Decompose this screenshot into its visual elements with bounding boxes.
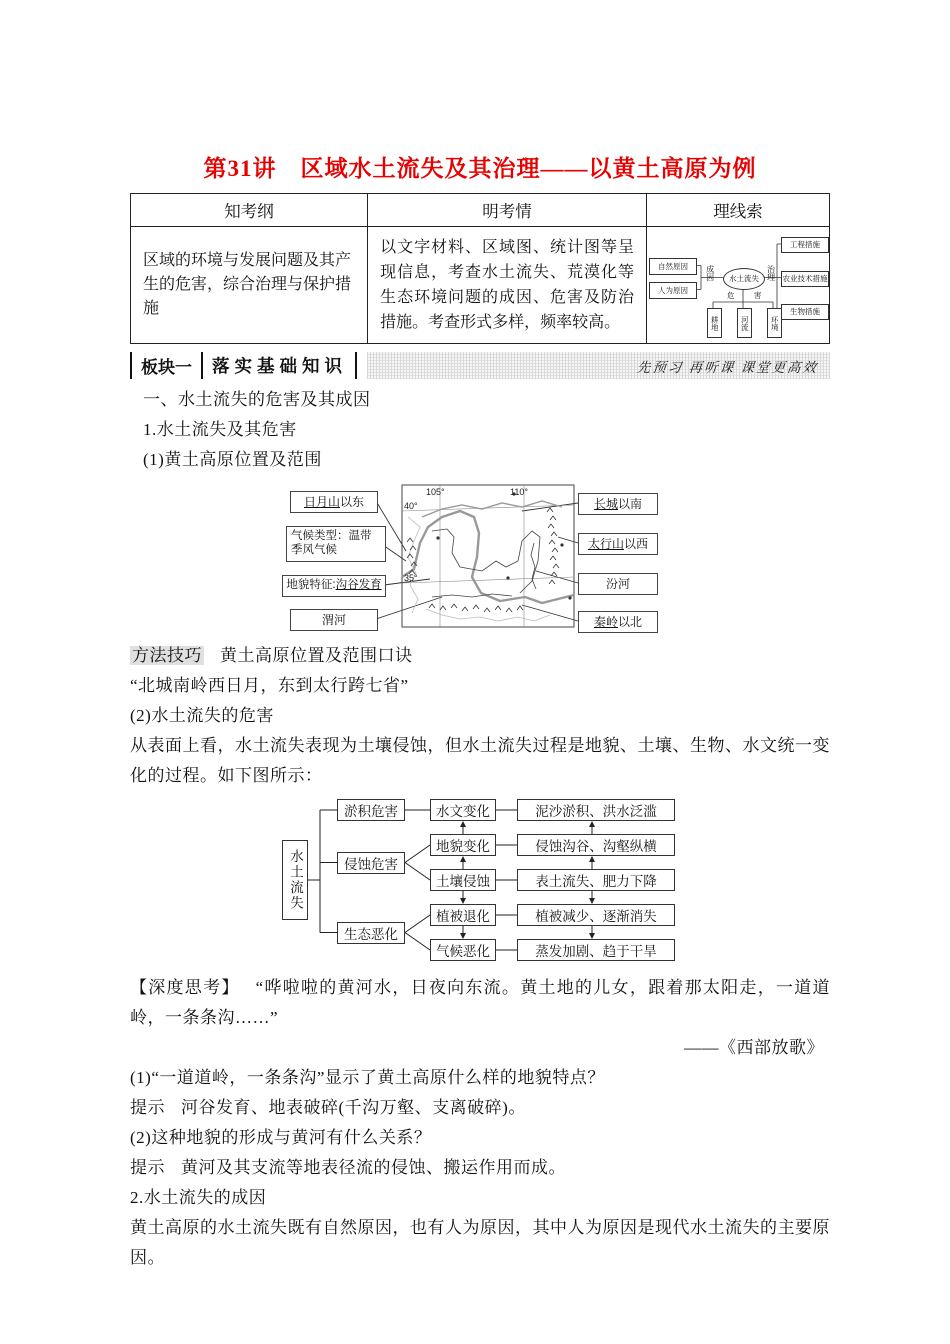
harm-label: 危 害 — [726, 291, 768, 300]
right-label-fenhe — [578, 573, 658, 595]
hint-1-label: 提示 — [130, 1098, 165, 1117]
page-content — [130, 150, 830, 1273]
left-label-riyue — [290, 491, 378, 513]
agritech-box: 农业技术措施 — [781, 271, 829, 287]
erosion-ellipse: 水土流失 — [723, 268, 765, 290]
hint-1 — [130, 1093, 830, 1123]
hint-2-label: 提示 — [130, 1158, 165, 1177]
riyue-underlined: 日月山 — [303, 494, 340, 509]
heading-harm-cause: 一、水土流失的危害及其成因 — [143, 390, 371, 409]
mnemonic-line: “北城南岭西日月，东到太行跨七省” — [130, 676, 409, 695]
hint-2 — [130, 1153, 830, 1183]
flow-erosion-harm-box: 侵蚀危害 — [337, 852, 405, 874]
section-bar — [130, 352, 830, 379]
river-box: 河流 — [737, 308, 752, 338]
question-1: (1)“一道道岭，一条条沟”显示了黄土高原什么样的地貌特点？ — [130, 1068, 605, 1087]
flow-soil-box: 土壤侵蚀 — [430, 869, 496, 891]
left-label-landform — [282, 575, 386, 597]
block-label: 板块一 — [130, 352, 203, 379]
hint-2-text: 黄河及其支流等地表径流的侵蚀、搬运作用而成。 — [181, 1158, 566, 1177]
changcheng-underlined: 长城 — [593, 496, 618, 511]
heading-plateau-location: (1)黄土高原位置及范围 — [143, 450, 322, 469]
climate-line1: 气候类型：温带 — [291, 530, 372, 543]
landform-prefix: 地貌特征: — [286, 579, 336, 592]
cause-paragraph: 黄土高原的水土流失既有自然原因，也有人为原因，其中人为原因是现代水土流失的主要原因。 — [130, 1218, 830, 1267]
cause-label: 成因 — [705, 265, 715, 281]
method-tip-title: 黄土高原位置及范围口诀 — [220, 646, 413, 665]
flow-result-drought-box: 蒸发加剧、趋于干旱 — [517, 939, 675, 961]
lon-105-label: 105° — [426, 487, 445, 497]
method-tip-label: 方法技巧 — [132, 646, 202, 665]
weihe-text: 渭河 — [321, 612, 346, 627]
taihang-rest: 以西 — [624, 536, 649, 551]
flow-landform-box: 地貌变化 — [430, 834, 496, 856]
right-label-changcheng — [578, 493, 658, 515]
clue-cell — [646, 227, 829, 344]
plateau-map-figure — [282, 481, 662, 633]
heading-erosion-cause: 2.水土流失的成因 — [130, 1188, 267, 1207]
qinling-underlined: 秦岭 — [593, 614, 618, 629]
bar-hatch — [367, 352, 830, 379]
know-cell: 区域的环境与发展问题及其产生的危害，综合治理与保护措施 — [131, 227, 368, 344]
riyue-rest: 以东 — [340, 494, 365, 509]
harm-paragraph: 从表面上看，水土流失表现为土壤侵蚀，但水土流失过程是地貌、土壤、生物、水文统一变化的过程。如下图所示： — [130, 736, 830, 785]
bar-slogan: 先预习 再听课 课堂更高效 — [635, 359, 819, 375]
exam-cell: 以文字材料、区域图、统计图等呈现信息，考查水土流失、荒漠化等生态环境问题的成因、危害及防治措施。考查形式多样，频率较高。 — [368, 227, 647, 344]
lon-110-label: 110° — [510, 487, 528, 497]
taihang-underlined: 太行山 — [587, 536, 624, 551]
flow-result-topsoil-box: 表土流失、肥力下降 — [517, 869, 675, 891]
page-title: 第31讲 区域水土流失及其治理——以黄土高原为例 — [203, 156, 757, 181]
lat-40-label: 40° — [404, 501, 418, 511]
block-title: 落实基础知识 — [203, 352, 357, 379]
right-label-qinling — [578, 611, 658, 633]
engineering-box: 工程措施 — [781, 237, 829, 253]
flow-result-vegloss-box: 植被减少、逐渐消失 — [517, 904, 675, 926]
deep-think-quote: “哗啦啦的黄河水，日夜向东流。黄土地的儿女，跟着那太阳走，一道道岭，一条条沟……” — [130, 978, 831, 1027]
table-header-clue: 理线索 — [646, 194, 829, 227]
flow-hydrology-box: 水文变化 — [430, 799, 496, 821]
qinling-rest: 以北 — [618, 614, 643, 629]
right-label-taihang — [578, 533, 658, 555]
flow-vegetation-box: 植被退化 — [430, 904, 496, 926]
climate-line2: 季风气候 — [291, 544, 337, 556]
deep-think-label: 【深度思考】 — [130, 978, 240, 997]
clue-diagram — [647, 232, 829, 338]
fenhe-text: 汾河 — [605, 576, 630, 591]
landform-underlined: 沟谷发育 — [335, 579, 382, 592]
left-label-weihe — [290, 609, 378, 631]
treat-label: 治理 — [766, 265, 776, 281]
flow-climate-box: 气候恶化 — [430, 939, 496, 961]
flow-result-gully-box: 侵蚀沟谷、沟壑纵横 — [517, 834, 675, 856]
farmland-box: 耕地 — [707, 308, 722, 338]
left-label-climate — [286, 526, 386, 562]
natural-cause-box: 自然原因 — [649, 258, 697, 275]
heading-erosion-harm2: (2)水土流失的危害 — [130, 706, 274, 725]
changcheng-rest: 以南 — [618, 496, 643, 511]
erosion-flow-diagram — [282, 795, 677, 965]
method-tip-line — [130, 641, 830, 671]
environment-box: 环境 — [767, 308, 782, 338]
flow-ecology-box: 生态恶化 — [337, 922, 405, 944]
lat-35-label: 35° — [404, 573, 418, 583]
hint-1-text: 河谷发育、地表破碎(千沟万壑、支离破碎)。 — [181, 1098, 526, 1117]
question-2: (2)这种地貌的形成与黄河有什么关系？ — [130, 1128, 432, 1147]
heading-erosion-harm: 1.水土流失及其危害 — [143, 420, 297, 439]
deep-think-paragraph — [130, 973, 830, 1033]
human-cause-box: 人为原因 — [649, 282, 697, 299]
table-header-exam: 明考情 — [368, 194, 647, 227]
bio-box: 生物措施 — [781, 304, 829, 320]
quote-source: ——《西部放歌》 — [684, 1038, 824, 1057]
flow-result-silt-box: 泥沙淤积、洪水泛滥 — [517, 799, 675, 821]
syllabus-table — [130, 193, 830, 344]
table-header-know: 知考纲 — [131, 194, 368, 227]
flow-silting-harm-box: 淤积危害 — [337, 799, 405, 821]
flow-root-box: 水土流失 — [282, 840, 308, 920]
